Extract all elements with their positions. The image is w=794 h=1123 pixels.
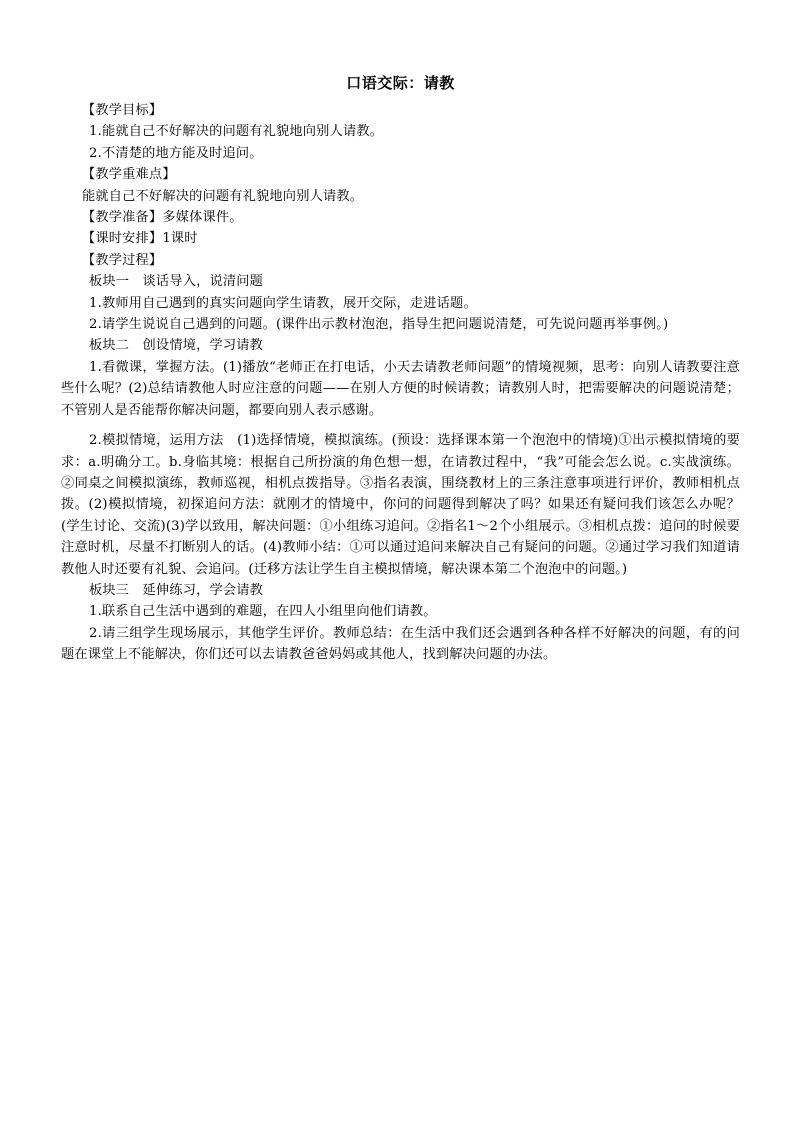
- section-preparation: 【教学准备】多媒体课件。: [82, 210, 243, 226]
- document-title: 口语交际：请教: [346, 74, 455, 92]
- section-heading-key-points: 【教学重难点】: [82, 167, 176, 183]
- block-three-heading: 板块三 延伸练习，学会请教: [89, 582, 264, 598]
- document-page: [61, 72, 740, 666]
- block-one-heading: 板块一 谈话导入，说清问题: [89, 274, 264, 290]
- block-two-step-2: 2.模拟情境，运用方法 (1)选择情境，模拟演练。(预设：选择课本第一个泡泡中的情境)①出示模拟情境的要求：a.明确分工。b.身临其境：根据自己所扮演的角色想一想，在请教过程中，“我”可能会怎么说。c.实战演练。②同桌之间模拟演练，教师巡视，相机点拨指导。③指名表演，围绕教材上的三条注意事项进行评价，教师相机点拨。(2)模拟情境，初探追问方法：就刚才的情境中，你问的问题得到解决了吗？如果还有疑问我们该怎么办呢？(学生讨论、交流)(3)学以致用，解决问题：①小组练习追问。②指名1～2个小组展示。③相机点拨：追问的时候要注意时机，尽量不打断别人的话。(4)教师小结：①可以通过追问来解决自己有疑问的问题。②通过学习我们知道请教他人时还要有礼貌、会追问。(迁移方法让学生自主模拟情境，解决课本第二个泡泡中的问题。): [61, 433, 740, 577]
- block-two-heading: 板块二 创设情境，学习请教: [89, 338, 264, 354]
- section-heading-objectives: 【教学目标】: [82, 103, 163, 118]
- block-three-step-2: 2.请三组学生现场展示，其他学生评价。教师总结：在生活中我们还会遇到各种各样不好解决的问题，有的问题在课堂上不能解决，你们还可以去请教爸爸妈妈或其他人，找到解决问题的办法。: [61, 625, 740, 663]
- block-two-step-1: 1.看微课，掌握方法。(1)播放“老师正在打电话，小天去请教老师问题”的情境视频，思考：向别人请教要注意些什么呢？(2)总结请教他人时应注意的问题——在别人方便的时候请教；请教别人时，把需要解决的问题说清楚；不管别人是否能帮你解决问题，都要向别人表示感谢。: [61, 359, 740, 418]
- objective-item-1: 1.能就自己不好解决的问题有礼貌地向别人请教。: [89, 124, 384, 140]
- paragraph-spacer: [61, 421, 740, 430]
- block-one-step-2: 2.请学生说说自己遇到的问题。(课件出示教材泡泡，指导生把问题说清楚，可先说问题再举事例。): [89, 317, 669, 333]
- block-one-step-1: 1.教师用自己遇到的真实问题向学生请教，展开交际，走进话题。: [89, 295, 477, 311]
- section-heading-process: 【教学过程】: [82, 252, 163, 268]
- key-points-text: 能就自己不好解决的问题有礼貌地向别人请教。: [82, 188, 364, 204]
- section-schedule: 【课时安排】1课时: [82, 231, 198, 247]
- block-three-step-1: 1.联系自己生活中遇到的难题，在四人小组里向他们请教。: [89, 604, 437, 620]
- objective-item-2: 2.不清楚的地方能及时追问。: [89, 145, 263, 161]
